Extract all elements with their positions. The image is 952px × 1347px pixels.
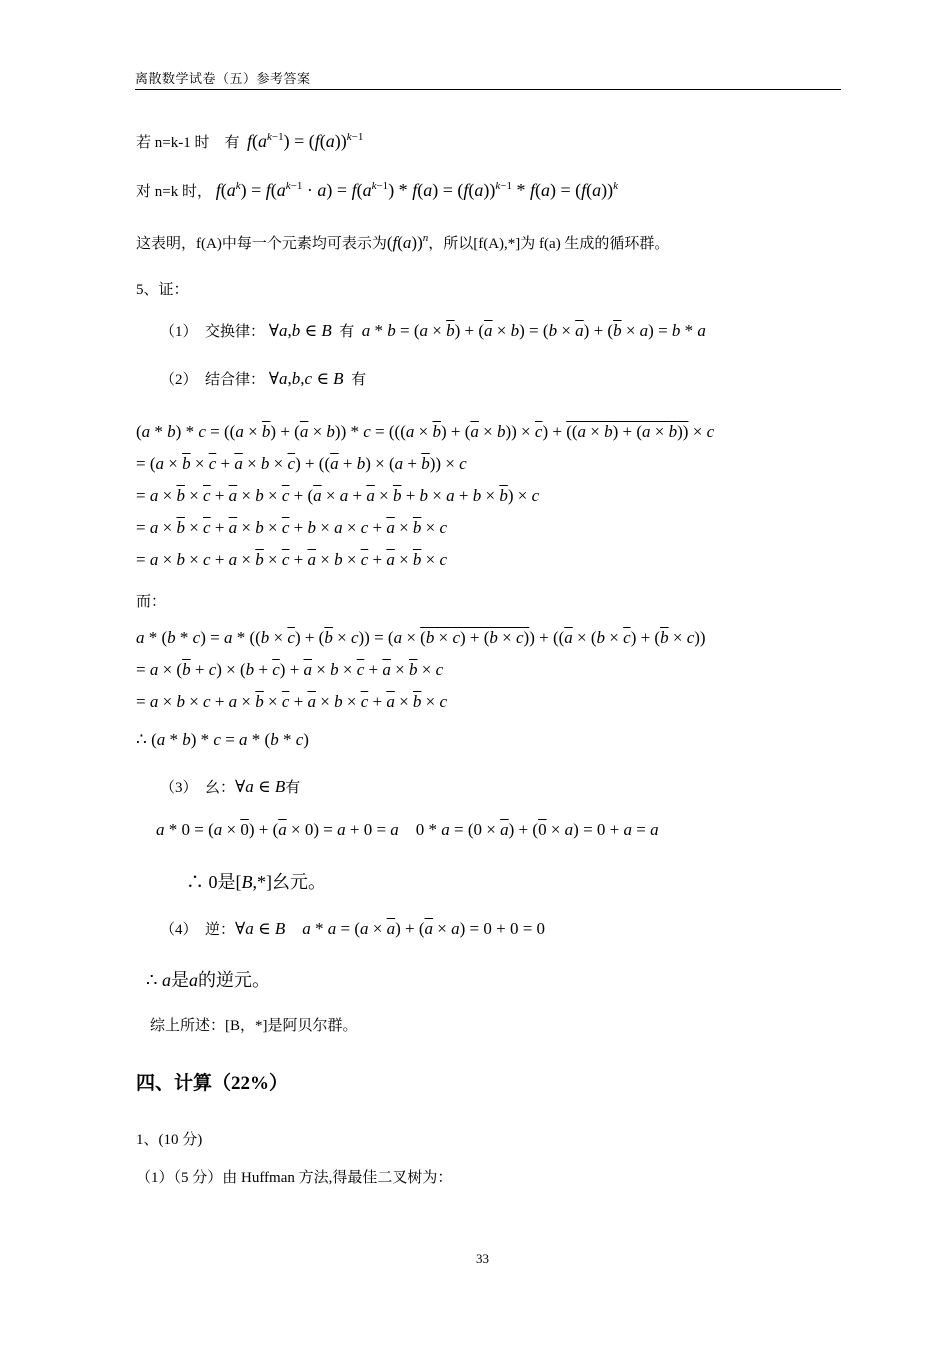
summary: 综上所述：[B，*]是阿贝尔群。 <box>150 1018 358 1034</box>
assoc-conclusion: ∴ (a * b) * c = a * (b * c) <box>136 730 309 749</box>
assoc-derivation-8: = $a \times b \times c + a \times \overline{b} \times \overline{c} + \overline{a} \times b \times \overline{c} + \overline{a} \times \overline{b} \times c$ <box>136 692 448 711</box>
page-header: 离散数学试卷（五）参考答案 <box>135 68 841 90</box>
assoc-derivation-2: = $(a \times \overline{b} \times \overline{c} + \overline{a} \times b \times \overline{c}) + ((\overline{a} + b) \times (a + \overline{b})) \times c$ <box>136 454 467 473</box>
formula-2: $f(a^k) = f(a^{k-1} \cdot a) = f(a^{k-1}) * f(a) = (f(a))^{k-1} * f(a) = (f(a))^k$ <box>215 180 619 200</box>
assoc-derivation-1: $(a * b) * c = ((a \times \overline{b}) + (\overline{a} \times b)) * c = (((a \times \overline{b}) + (\overline{a} \times b)) \times \overline{c}) + ((a \times b) + (a \times b)) \times c$ <box>136 422 715 441</box>
question-1-part-1: （1）（5 分）由 Huffman 方法,得最佳二叉树为： <box>136 1170 453 1186</box>
assoc-derivation-7: = $a \times (\overline{b} + c) \times (b + \overline{c}) + \overline{a} \times b \times \overline{c} + \overline{a} \times \overline{b} \times c$ <box>136 660 444 679</box>
commutative-law: （1） 交换律： ∀a,b ∈ B 有 $a * b = (a \times \overline{b}) + (\overline{a} \times b) = (b \times \overline{a}) + (\overline{b} \times a) = b * a$ <box>160 321 706 340</box>
assoc-derivation-3: = $a \times \overline{b} \times \overline{c} + \overline{a} \times b \times \overline{c} + (\overline{a} \times a + \overline{a} \times \overline{b} + b \times a + b \times \overline{b}) \times c$ <box>136 486 540 505</box>
question-1-label: 1、(10 分) <box>136 1132 203 1148</box>
induction-step-label: 对 n=k 时， <box>136 184 212 200</box>
induction-hypothesis: 若 n=k-1 时 有 $f(a^{k-1}) = (f(a))^{k-1}$ <box>136 131 364 151</box>
inverse-conclusion: ∴ a是a的逆元。 <box>146 970 270 990</box>
proof-5-label: 5、证： <box>136 282 189 298</box>
identity-law: （3） 幺：∀a ∈ B有 <box>160 777 301 796</box>
assoc-derivation-5: = $a \times b \times c + a \times \overline{b} \times \overline{c} + \overline{a} \times b \times \overline{c} + \overline{a} \times \overline{b} \times c$ <box>136 550 448 569</box>
induction-hypothesis-label: 若 n=k-1 时 有 <box>136 135 240 151</box>
induction-step <box>136 180 618 201</box>
and-label: 而： <box>136 594 167 610</box>
section-heading: 四、计算（22%） <box>136 1073 289 1094</box>
page-number: 33 <box>476 1251 489 1266</box>
formula-1: f <box>246 131 252 151</box>
associative-law: （2） 结合律： ∀a,b,c ∈ B 有 <box>160 369 367 388</box>
identity-conclusion: ∴ 0是[B,*]幺元。 <box>186 872 326 892</box>
assoc-derivation-4: = $a \times \overline{b} \times \overline{c} + \overline{a} \times b \times \overline{c} + b \times a \times c + \overline{a} \times \overline{b} \times c$ <box>136 518 448 537</box>
conclusion-cyclic: 这表明，f(A)中每一个元素均可表示为$(f(a))^n$，所以[f(A),*]为 f(a) 生成的循环群。 <box>136 232 670 252</box>
inverse-law: （4） 逆：∀a ∈ B $a * a = (a \times \overline{a}) + (\overline{a} \times a) = 0 + 0 = 0$ <box>160 919 546 938</box>
assoc-derivation-6: $a * (b * c) = a * ((b \times \overline{c}) + (\overline{b} \times c)) = (a \times (b \times c) + (b \times c)) + ((\overline{a} \times (b \times \overline{c}) + (\overline{b} \times c))$ <box>136 628 706 647</box>
identity-formula: $a * 0 = (a \times 0) + (\overline{a} \times 0) = a + 0 = a$ $0 * a = (0 \times \overline{a}) + (0 \times a) = 0 + a = a$ <box>156 820 659 839</box>
